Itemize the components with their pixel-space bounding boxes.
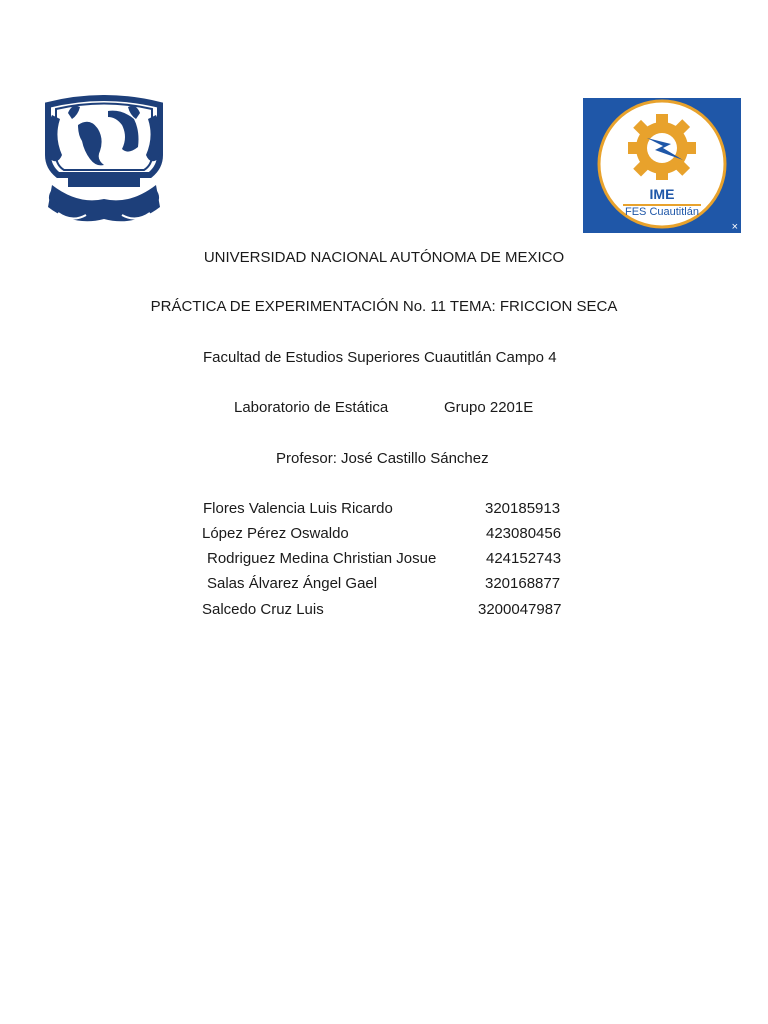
- student-name: Flores Valencia Luis Ricardo: [203, 500, 393, 517]
- student-id: 424152743: [486, 550, 562, 567]
- student-id: 320168877: [485, 575, 561, 592]
- student-name: Rodriguez Medina Christian Josue: [207, 550, 437, 567]
- ime-acronym: IME: [649, 186, 675, 202]
- unam-seal-logo: [38, 95, 170, 235]
- student-name: Salcedo Cruz Luis: [202, 601, 324, 618]
- student-name: López Pérez Oswaldo: [202, 525, 349, 542]
- ime-subtitle: FES Cuautitlán: [625, 206, 699, 218]
- practice-title: PRÁCTICA DE EXPERIMENTACIÓN No. 11 TEMA: FRICCION SECA: [150, 298, 618, 315]
- professor-line: Profesor: José Castillo Sánchez: [276, 450, 489, 467]
- ime-fes-logo: [583, 98, 741, 233]
- lab-name: Laboratorio de Estática: [234, 399, 389, 416]
- university-title: UNIVERSIDAD NACIONAL AUTÓNOMA DE MEXICO: [203, 249, 565, 266]
- student-id: 320185913: [485, 500, 561, 517]
- student-name: Salas Álvarez Ángel Gael: [207, 575, 378, 592]
- faculty-line: Facultad de Estudios Superiores Cuautitlán Campo 4: [203, 349, 557, 366]
- group-label: Grupo 2201E: [444, 399, 534, 416]
- student-id: 3200047987: [478, 601, 562, 618]
- student-id: 423080456: [486, 525, 562, 542]
- close-icon: ×: [731, 221, 738, 233]
